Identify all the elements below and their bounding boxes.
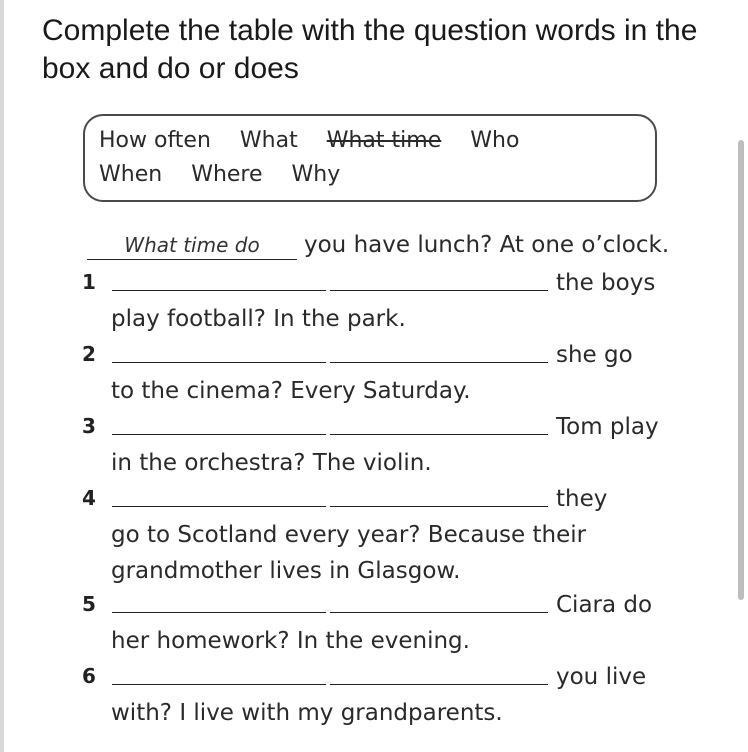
answer-blank-question-word[interactable] <box>112 434 326 435</box>
item-question-continuation: her homework? In the evening. <box>111 628 470 654</box>
answer-blank-question-word[interactable] <box>112 362 326 363</box>
item-question-fragment: Tom play <box>556 414 659 440</box>
example-question: you have lunch? At one o’clock. <box>304 232 670 258</box>
item-question-fragment: she go <box>556 342 633 368</box>
item-number: 2 <box>82 342 96 366</box>
item-number: 6 <box>82 664 96 688</box>
answer-blank-question-word[interactable] <box>112 684 326 685</box>
answer-blank-question-word[interactable] <box>112 506 326 507</box>
item-question-continuation: with? I live with my grandparents. <box>111 700 503 726</box>
item-question-fragment: the boys <box>556 270 656 296</box>
item-question-continuation: to the cinema? Every Saturday. <box>111 378 471 404</box>
example-answer: What time do <box>87 231 297 260</box>
word-where: Where <box>191 162 263 187</box>
word-what-time-crossed: What time <box>326 128 442 153</box>
scrollbar[interactable] <box>738 140 744 600</box>
answer-blank-do-does[interactable] <box>330 684 548 685</box>
word-box-row-2 <box>99 162 362 187</box>
item-question-fragment: Ciara do <box>556 592 653 618</box>
answer-blank-do-does[interactable] <box>330 362 548 363</box>
item-number: 3 <box>82 414 96 438</box>
answer-blank-do-does[interactable] <box>330 506 548 507</box>
item-question-continuation: in the orchestra? The violin. <box>111 450 432 476</box>
page-left-border <box>0 0 4 752</box>
item-number: 5 <box>82 592 96 616</box>
word-why: Why <box>291 162 341 187</box>
word-how-often: How often <box>99 128 211 153</box>
answer-blank-do-does[interactable] <box>330 290 548 291</box>
word-what: What <box>239 128 298 153</box>
word-box-row-1 <box>99 128 541 153</box>
answer-blank-do-does[interactable] <box>330 434 548 435</box>
answer-blank-do-does[interactable] <box>330 612 548 613</box>
item-question-fragment: you live <box>556 664 647 690</box>
answer-blank-question-word[interactable] <box>112 612 326 613</box>
answer-blank-question-word[interactable] <box>112 290 326 291</box>
item-number: 4 <box>82 486 96 510</box>
word-who: Who <box>470 128 520 153</box>
item-question-continuation: go to Scotland every year? Because their <box>111 522 587 548</box>
instruction-title: Complete the table with the question words in the box and do or does <box>42 14 698 85</box>
word-when: When <box>99 162 163 187</box>
item-question-continuation: play football? In the park. <box>111 306 406 332</box>
item-question-fragment: they <box>556 486 608 512</box>
item-question-continuation: grandmother lives in Glasgow. <box>111 558 461 584</box>
item-number: 1 <box>82 270 96 294</box>
word-box <box>83 114 657 202</box>
